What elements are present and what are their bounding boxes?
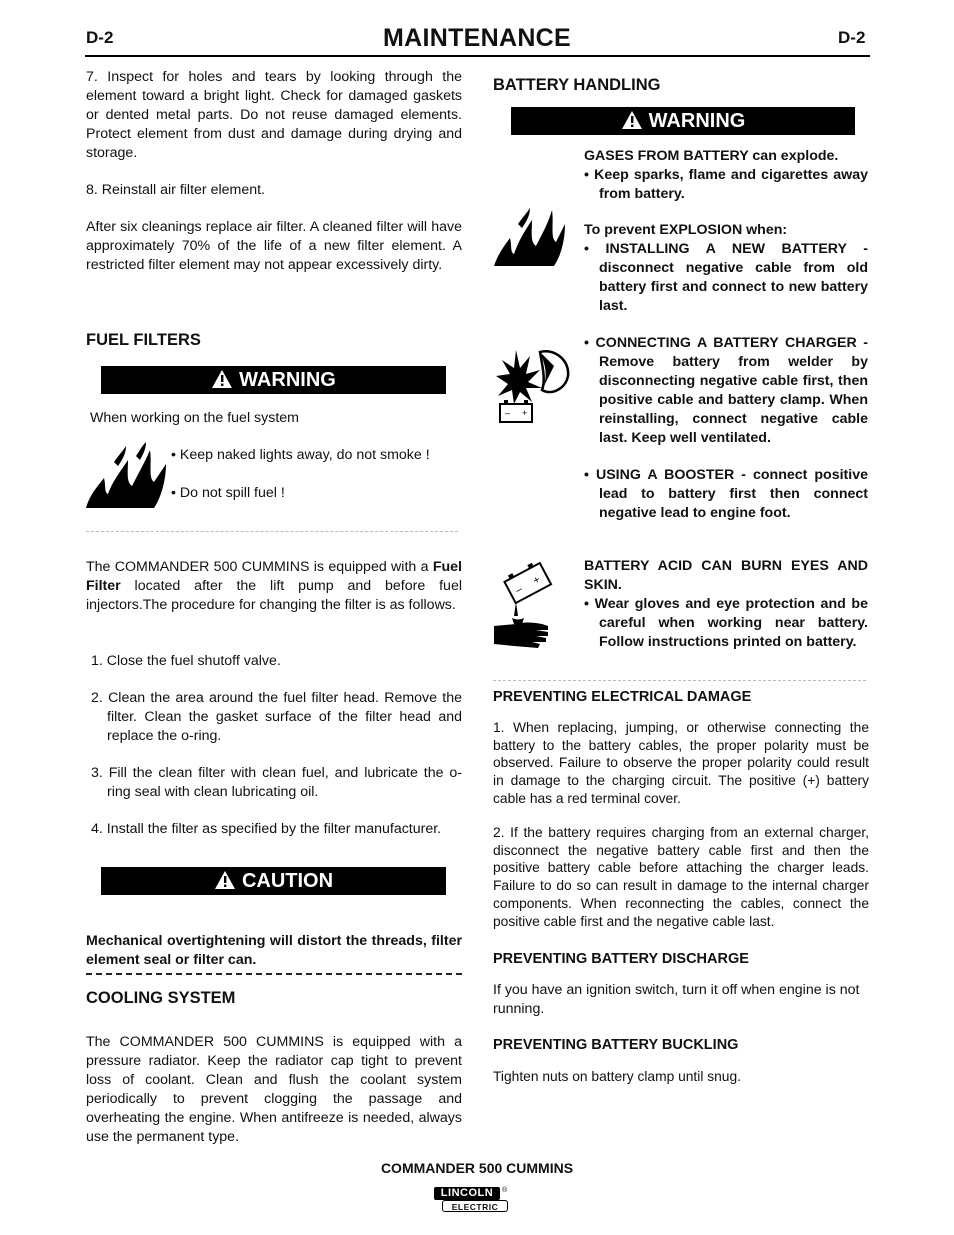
discharge-section	[493, 950, 869, 1019]
fuel-warning-banner	[101, 366, 446, 394]
cooling-text	[86, 1033, 462, 1147]
warning-triangle-icon	[214, 870, 236, 890]
caution-text-body: Mechanical overtightening will distort the threads, filter element seal or filter can.	[86, 933, 462, 968]
electrical-damage-p1: 1. When replacing, jumping, or otherwise connecting the battery to the battery cables, the proper polarity must be observed. Failure to observe the proper polarity could result in damage to the charging circuit. The positive (+) battery cable has a red terminal cover.	[493, 719, 869, 806]
fuel-intro-text-b: located after the lift pump and before fuel injectors.The procedure for changing the filter is as follows.	[86, 578, 462, 613]
logo-bottom: ELECTRIC	[442, 1200, 508, 1212]
battery-explosion-icon	[494, 346, 574, 426]
battery-warning-divider	[493, 680, 866, 681]
lincoln-electric-logo	[434, 1187, 510, 1214]
warning-triangle-icon	[211, 369, 233, 389]
fuel-intro	[86, 558, 462, 615]
gases-bullet-1: • Keep sparks, flame and cigarettes away from battery.	[584, 167, 868, 202]
footer-model: COMMANDER 500 CUMMINS	[380, 1160, 574, 1176]
fuel-warning-intro: When working on the fuel system	[90, 410, 299, 426]
page-code-left: D-2	[86, 28, 114, 47]
acid-bullet-1: • Wear gloves and eye protection and be careful when working near battery. Follow instructions printed on battery.	[584, 596, 868, 650]
prevent-bullet-install: • INSTALLING A NEW BATTERY - disconnect negative cable from old battery first and connect to new battery last.	[584, 241, 868, 314]
logo-reg-mark: ®	[502, 1187, 508, 1194]
page-code-right: D-2	[838, 28, 866, 47]
fuel-step-3: 3. Fill the clean filter with clean fuel, and lubricate the o-ring seal with clean lubricating oil.	[91, 765, 462, 800]
acid-heading: BATTERY ACID CAN BURN EYES AND SKIN.	[584, 558, 868, 593]
warning-triangle-icon	[621, 110, 643, 130]
left-intro	[86, 68, 462, 275]
filter-replace-note: After six cleanings replace air filter. A cleaned filter will have approximately 70% of the life of a new filter element. A restricted filter element may not appear excessively dirty.	[86, 219, 462, 273]
electrical-damage-section	[493, 689, 869, 931]
header-rule	[85, 55, 870, 57]
fuel-warning-bullet-1: • Keep naked lights away, do not smoke !	[171, 447, 430, 463]
fuel-filters-heading: FUEL FILTERS	[86, 331, 201, 349]
fuel-warning-divider	[86, 531, 458, 532]
caution-text	[86, 932, 462, 970]
gases-heading: GASES FROM BATTERY can explode.	[584, 148, 839, 164]
prevent-heading: To prevent EXPLOSION when:	[584, 222, 788, 238]
flame-icon	[492, 204, 566, 268]
fuel-steps	[86, 652, 462, 839]
fuel-intro-text-a: The COMMANDER 500 CUMMINS is equipped with a	[86, 559, 433, 575]
step-7: 7. Inspect for holes and tears by looking through the element toward a bright light. Check for damaged gaskets or dented metal parts. Do not reuse damaged elements. Protect element from dust and damage during drying and storage.	[86, 69, 462, 161]
fuel-warning-label: WARNING	[239, 369, 336, 391]
fuel-step-1: 1. Close the fuel shutoff valve.	[91, 653, 281, 669]
discharge-heading: PREVENTING BATTERY DISCHARGE	[493, 951, 749, 967]
flame-icon	[84, 442, 168, 510]
caution-divider	[86, 973, 462, 975]
buckling-text: Tighten nuts on battery clamp until snug.	[493, 1069, 741, 1084]
svg-text:+: +	[531, 573, 543, 588]
svg-text:–: –	[513, 583, 525, 597]
battery-acid-hand-icon	[492, 562, 554, 648]
gases-block	[584, 147, 868, 204]
battery-warning-label: WARNING	[648, 110, 746, 132]
discharge-text: If you have an ignition switch, turn it off when engine is not running.	[493, 982, 860, 1017]
acid-block	[584, 557, 868, 652]
fuel-intro-bold: Fuel Filter	[86, 559, 462, 594]
electrical-damage-p2: 2. If the battery requires charging from an external charger, disconnect the negative battery cable first and then the positive battery cable before attaching the charger leads. Failure to do so can result in damage to the internal charger components. When reconnecting the cables, connect the positive cable first and the negative cable last.	[493, 824, 869, 929]
buckling-heading: PREVENTING BATTERY BUCKLING	[493, 1037, 739, 1053]
step-8: 8. Reinstall air filter element.	[86, 182, 265, 198]
cooling-system-heading: COOLING SYSTEM	[86, 989, 236, 1007]
cooling-text-body: The COMMANDER 500 CUMMINS is equipped with a pressure radiator. Keep the radiator cap tight to prevent loss of coolant. Clean and flush the coolant system periodically to prevent clogging the passage and overheating the engine. When antifreeze is needed, always use the permanent type.	[86, 1034, 462, 1145]
battery-handling-heading: BATTERY HANDLING	[493, 76, 661, 94]
svg-text:–: –	[505, 408, 511, 418]
logo-top: LINCOLN	[434, 1187, 500, 1200]
fuel-step-2: 2. Clean the area around the fuel filter head. Remove the filter. Clean the gasket surface of the filter head and replace the o-ring.	[91, 690, 462, 744]
prevent-bullet-charger: • CONNECTING A BATTERY CHARGER - Remove battery from welder by disconnecting negative cable first, then positive cable and battery clamp. When reinstalling, connect negative cable last. Keep well ventilated.	[584, 335, 868, 446]
fuel-step-4: 4. Install the filter as specified by the filter manufacturer.	[91, 821, 442, 837]
svg-text:+: +	[522, 408, 528, 418]
prevent-block	[584, 221, 868, 523]
electrical-damage-heading: PREVENTING ELECTRICAL DAMAGE	[493, 689, 752, 705]
caution-banner	[101, 867, 446, 895]
caution-label: CAUTION	[241, 870, 334, 892]
buckling-section	[493, 1036, 869, 1086]
prevent-bullet-booster: • USING A BOOSTER - connect positive lead to battery first then connect negative lead to engine foot.	[584, 467, 868, 521]
battery-warning-banner	[511, 107, 855, 135]
fuel-warning-bullet-2: • Do not spill fuel !	[171, 485, 285, 501]
page-title: MAINTENANCE	[382, 24, 572, 52]
